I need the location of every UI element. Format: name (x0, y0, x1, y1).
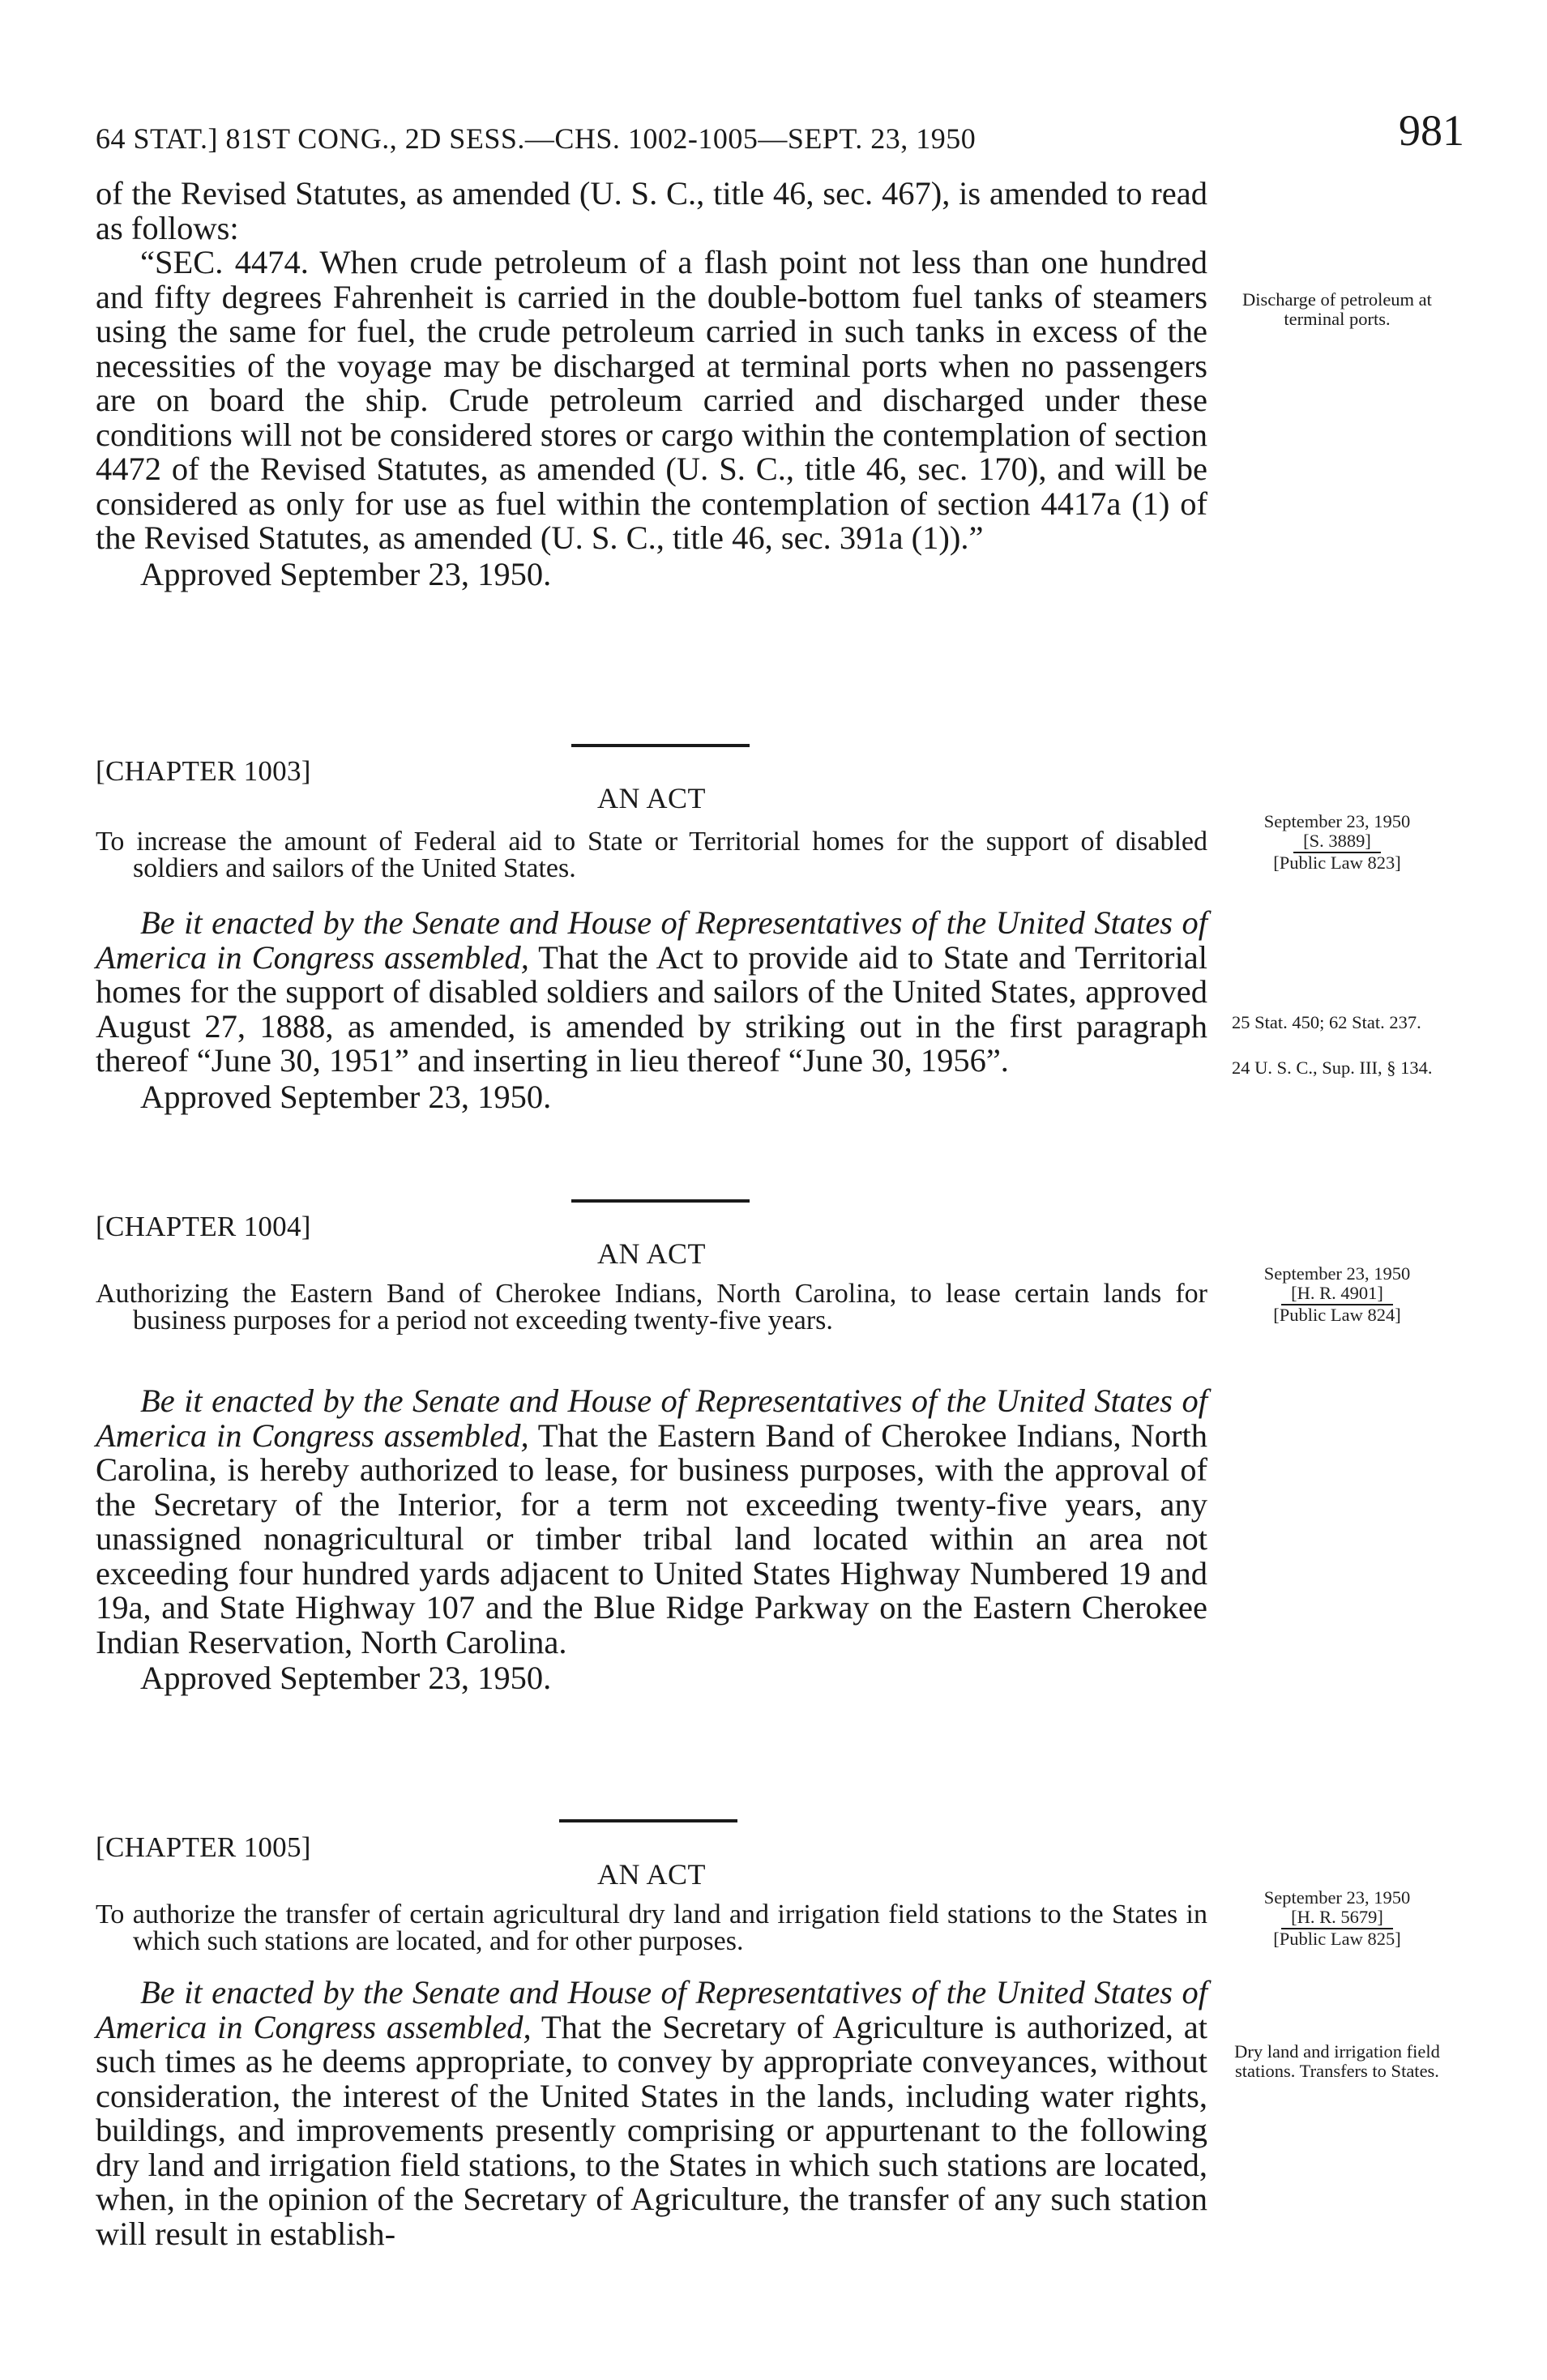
ch1004-chapter-heading: [CHAPTER 1004] (96, 1211, 311, 1242)
ch1005-enacting-body: That the Secretary of Agriculture is authorized, at such times as he deems appropriate, to convey by appropriate conveyances, without consideration, the interest of the United States in the lands, including water rights, buildings, and improvements presently comprising or appurtenant to the following dry land and irrigation field stations, to the States in which such stations are located, when, in the opinion of the Secretary of Agriculture, the transfer of any such station will result in establish- (96, 2008, 1207, 2252)
ch1004-margin-date: September 23, 1950 (1263, 1263, 1411, 1284)
ch1003-enacting-body: That the Act to provide aid to State and Territorial homes for the support of disabled soldiers and sailors of the United States, approved August 27, 1888, as amended, is amended by striking out in the first paragraph thereof “June 30, 1951” and inserting in lieu thereof “June 30, 1956”. (96, 938, 1207, 1079)
ch1004-title (96, 1280, 1207, 1334)
ch1003-citation-2: 24 U. S. C., Sup. III, § 134. (1232, 1058, 1433, 1078)
ch1004-margin-box (1220, 1264, 1455, 1325)
ch1002-side-note: Discharge of petroleum at terminal ports. (1242, 289, 1432, 329)
ch1005-margin-date: September 23, 1950 (1263, 1887, 1411, 1908)
ch1005-side-note: Dry land and irrigation field stations. Transfers to States. (1234, 2041, 1440, 2081)
ch1004-an-act: AN ACT (596, 1237, 706, 1270)
ch1004-margin-bill: [H. R. 4901] (1281, 1284, 1393, 1305)
ch1003-margin-box (1220, 812, 1455, 873)
ch1003-margin-date: September 23, 1950 (1263, 811, 1411, 831)
page-number: 981 (1399, 106, 1464, 155)
ch1002-body (96, 177, 1207, 592)
ch1005-body (96, 1976, 1207, 2251)
ch1004-body (96, 1384, 1207, 1695)
ch1004-enacting-clause (96, 1384, 1207, 1660)
ch1005-title (96, 1901, 1207, 1955)
ch1005-title-text: To authorize the transfer of certain agricultural dry land and irrigation field stations to the States in which such stations are located, and for other purposes. (96, 1899, 1207, 1956)
section-divider-rule (571, 744, 750, 747)
ch1003-title-text: To increase the amount of Federal aid to State or Territorial homes for the support of disabled soldiers and sailors of the United States. (96, 827, 1207, 883)
ch1003-chapter-heading: [CHAPTER 1003] (96, 755, 311, 787)
running-head: 64 STAT.] 81ST CONG., 2D SESS.—CHS. 1002-1005—SEPT. 23, 1950 (96, 122, 976, 155)
ch1004-approved: Approved September 23, 1950. (140, 1660, 552, 1696)
ch1003-title (96, 828, 1207, 882)
ch1002-continuation: of the Revised Statutes, as amended (U. S. C., title 46, sec. 467), is amended to read as follows: (96, 175, 1207, 246)
ch1003-body (96, 906, 1207, 1114)
ch1002-approved: Approved September 23, 1950. (140, 555, 552, 592)
ch1004-enacting-body: That the Eastern Band of Cherokee Indians, North Carolina, is hereby authorized to lease, for business purposes, with the approval of the Secretary of the Interior, for a term not exceeding twenty-five years, any unassigned nonagricultural or timber tribal land located within an area not exceeding four hundred yards adjacent to United States Highway Numbered 19 and 19a, and State Highway 107 and the Blue Ridge Parkway on the Eastern Cherokee Indian Reservation, North Carolina. (96, 1416, 1207, 1660)
ch1003-enacting-formula: Be it enacted by the Senate and House of Representatives of the United States of America in Congress assembled, (96, 904, 1207, 976)
ch1002-section-text: “SEC. 4474. When crude petroleum of a flash point not less than one hundred and fifty degrees Fahrenheit is carried in the double-bottom fuel tanks of steamers using the same for fuel, the crude petroleum carried in such tanks in excess of the necessities of the voyage may be discharged at terminal ports when no passengers are on board the ship. Crude petroleum carried and discharged under these conditions will not be considered stores or cargo within the contemplation of section 4472 of the Revised Statutes, as amended (U. S. C., title 46, sec. 170), and will be considered as only for use as fuel within the contemplation of section 4417a (1) of the Revised Statutes, as amended (U. S. C., title 46, sec. 391a (1)).” (96, 244, 1207, 556)
ch1005-margin-box (1220, 1888, 1455, 1949)
ch1005-enacting-formula: Be it enacted by the Senate and House of Representatives of the United States of America in Congress assembled, (96, 1974, 1207, 2045)
section-divider-rule (571, 1199, 750, 1203)
ch1003-an-act: AN ACT (596, 782, 706, 814)
ch1004-margin-law: [Public Law 824] (1273, 1305, 1401, 1325)
ch1003-margin-bill: [S. 3889] (1293, 831, 1381, 853)
ch1004-title-text: Authorizing the Eastern Band of Cherokee Indians, North Carolina, to lease certain lands for business purposes for a period not exceeding twenty-five years. (96, 1279, 1207, 1335)
ch1004-enacting-formula: Be it enacted by the Senate and House of Representatives of the United States of America in Congress assembled, (96, 1382, 1207, 1454)
ch1003-enacting-clause (96, 906, 1207, 1079)
section-divider-rule (559, 1819, 737, 1822)
ch1003-citation-1: 25 Stat. 450; 62 Stat. 237. (1232, 1012, 1421, 1032)
ch1003-approved: Approved September 23, 1950. (140, 1078, 552, 1115)
ch1005-margin-law: [Public Law 825] (1273, 1929, 1401, 1949)
ch1005-chapter-heading: [CHAPTER 1005] (96, 1831, 311, 1863)
ch1005-enacting-clause (96, 1976, 1207, 2251)
ch1005-margin-bill: [H. R. 5679] (1281, 1908, 1393, 1929)
ch1003-margin-law: [Public Law 823] (1273, 852, 1401, 873)
ch1005-an-act: AN ACT (596, 1858, 706, 1891)
